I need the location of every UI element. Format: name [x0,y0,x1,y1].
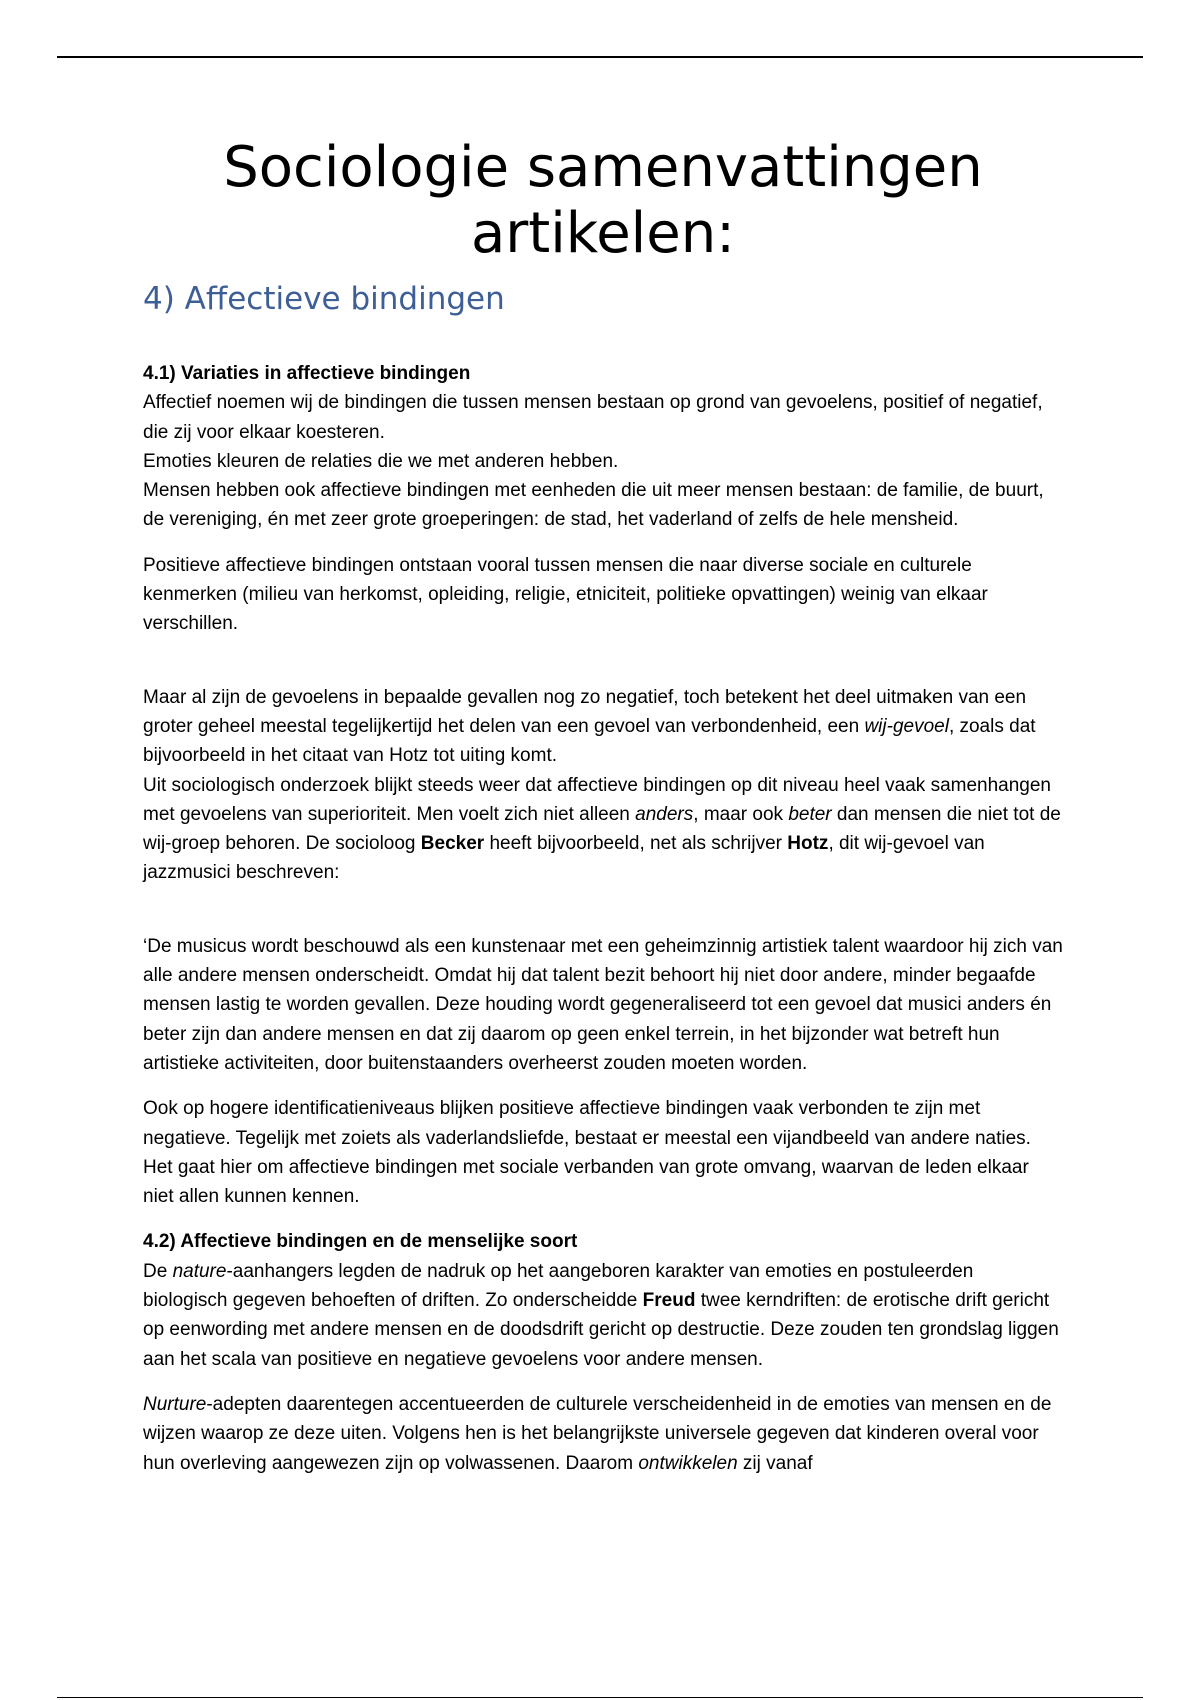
text-run: -aanhangers legden de nadruk op het aangeboren karakter van emoties en postuleerden biologisch gegeven behoeften of driften. Zo onderscheidde [143,1260,974,1312]
paragraph: Ook op hogere identificatieniveaus blijken positieve affectieve bindingen vaak verbonden te zijn met negatieve. Tegelijk met zoiets als vaderlandsliefde, bestaat er meestal een vijandbeeld van andere naties. Het gaat hier om affectieve bindingen met sociale verbanden van grote omvang, waarvan de leden elkaar niet allen kunnen kennen. [143,1098,1031,1208]
text-run: -adepten daarentegen accentueerden de culturele verscheidenheid in de emoties van mensen en de wijzen waarop ze deze uiten. Volgens hen is het belangrijkste universele gegeven dat kinderen overal voor hun overleving aangewezen zijn op volwassenen. Daarom [143,1393,1052,1474]
bold-name: Freud [642,1290,696,1312]
italic-term: wij-gevoel [864,715,949,737]
text-run: , dit wij-gevoel van jazzmusici beschreven: [143,833,985,884]
italic-term: beter [788,803,832,825]
block-quote: ‘De musicus wordt beschouwd als een kunstenaar met een geheimzinnig artistiek talent waardoor hij zich van alle andere mensen onderscheidt. Omdat hij dat talent bezit behoort hij niet door andere, minder begaafde mensen lastig te worden gevallen. Deze houding wordt gegeneraliseerd tot een gevoel dat musici anders én beter zijn dan andere mensen en dat zij daarom op geen enkel terrein, in het bijzonder wat betreft hun artistieke activiteiten, door buitenstaanders overheerst zouden moeten worden. [143,935,1063,1074]
paragraph [143,683,1063,771]
paragraph: Mensen hebben ook affectieve bindingen met eenheden die uit meer mensen bestaan: de familie, de buurt, de vereniging, én met zeer grote groeperingen: de stad, het vaderland of zelfs de hele mensheid. [143,480,1044,531]
text-run: twee kerndriften: de erotische drift gericht op eenwording met andere mensen en de doodsdrift gericht op destructie. Deze zouden ten grondslag liggen aan het scala van positieve en negatieve gevoelens voor andere mensen. [143,1290,1059,1370]
italic-term: Nurture [143,1393,207,1415]
text-run: heeft bijvoorbeeld, net als schrijver [484,833,788,855]
paragraph [143,1257,1063,1374]
section-heading: 4.1) Variaties in affectieve bindingen [143,363,471,384]
text-run: Maar al zijn de gevoelens in bepaalde gevallen nog zo negatief, toch betekent het deel uitmaken van een groter geheel meestal tegelijkertijd het delen van een gevoel van verbondenheid, een [143,686,1027,737]
body-text [143,359,1063,1478]
text-run: dan mensen die niet tot de wij-groep behoren. De socioloog [143,803,1061,855]
text-run: , zoals dat bijvoorbeeld in het citaat van Hotz tot uiting komt. [143,715,1036,767]
italic-term: nature [172,1260,227,1282]
paragraph: Emoties kleuren de relaties die we met anderen hebben. [143,450,619,472]
chapter-heading: 4) Affectieve bindingen [143,281,505,317]
text-run: De [143,1260,173,1282]
bold-name: Hotz [787,833,829,855]
footer-rule [57,1697,1143,1698]
document-page [143,135,1063,1478]
text-run: Uit sociologisch onderzoek blijkt steeds weer dat affectieve bindingen op dit niveau heel vaak samenhangen met gevoelens van superioriteit. Men voelt zich niet alleen [143,774,1052,825]
header-rule [57,56,1143,58]
bold-name: Becker [420,833,485,855]
italic-term: anders [635,803,694,825]
paragraph: Affectief noemen wij de bindingen die tussen mensen bestaan op grond van gevoelens, positief of negatief, die zij voor elkaar koesteren. [143,392,1043,443]
paragraph: Positieve affectieve bindingen ontstaan vooral tussen mensen die naar diverse sociale en culturele kenmerken (milieu van herkomst, opleiding, religie, etniciteit, politieke opvattingen) weinig van elkaar verschillen. [143,554,988,635]
paragraph [143,1390,1063,1478]
text-run: , maar ook [693,803,789,825]
text-run: zij vanaf [737,1452,813,1474]
section-heading: 4.2) Affectieve bindingen en de menselijke soort [143,1231,578,1253]
italic-term: ontwikkelen [638,1452,738,1474]
paragraph [143,771,1063,888]
document-title: Sociologie samenvattingen artikelen: [223,135,983,266]
